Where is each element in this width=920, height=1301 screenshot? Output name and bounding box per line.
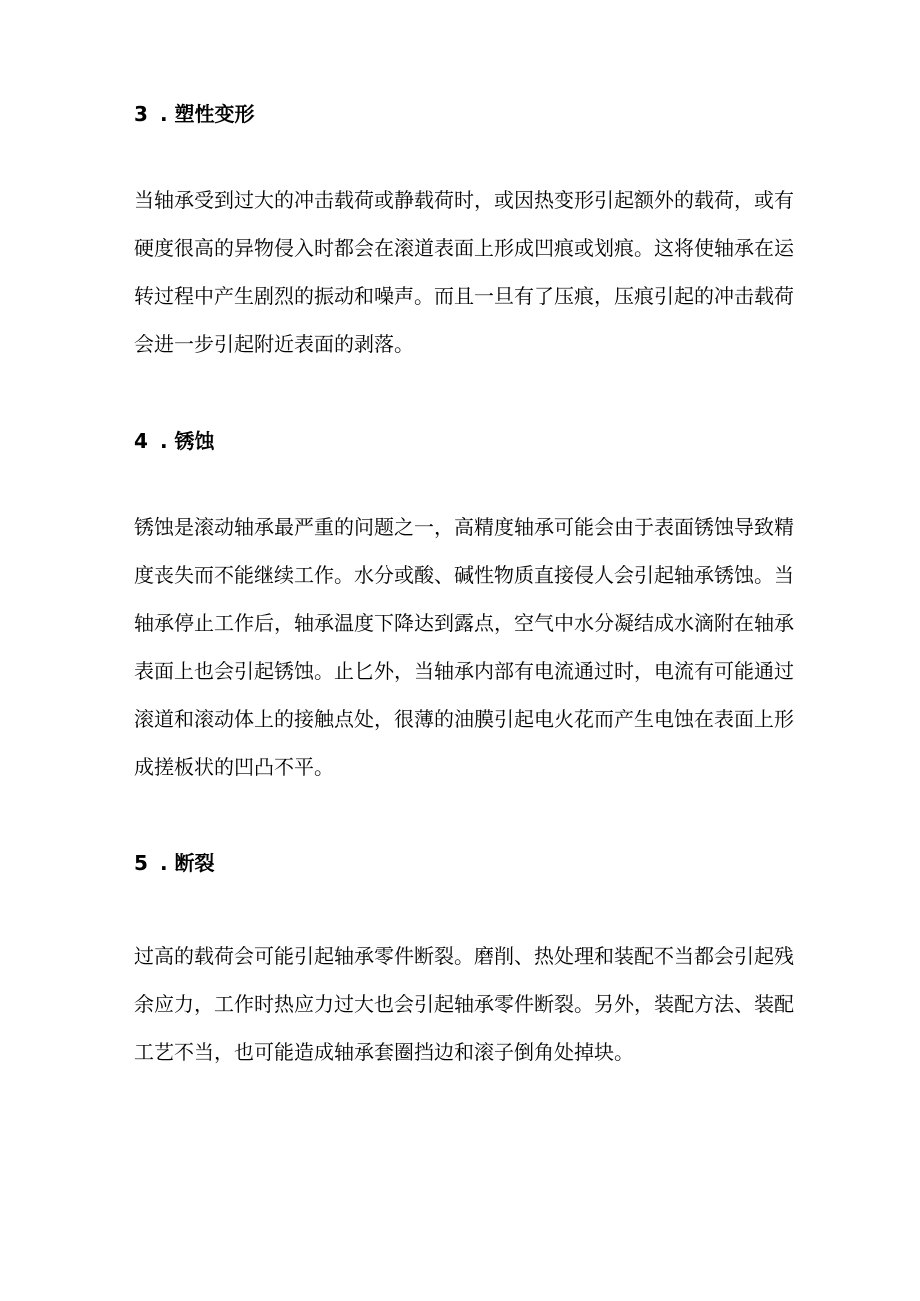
section-number: 3: [134, 102, 148, 126]
paragraph-line: 过高的载荷会可能引起轴承零件断裂。磨削、热处理和装配不当都会引起残: [134, 944, 794, 968]
section-paragraph-3: [134, 176, 794, 368]
paragraph-line: 转过程中产生剧烈的振动和噪声。而且一旦有了压痕，压痕引起的冲击载荷: [134, 284, 794, 308]
paragraph-line: 成搓板状的凹凸不平。: [134, 755, 334, 779]
paragraph-line: 当轴承受到过大的冲击载荷或静载荷时，或因热变形引起额外的载荷，或有: [134, 188, 794, 212]
paragraph-line: 滚道和滚动体上的接触点处，很薄的油膜引起电火花而产生电蚀在表面上形: [134, 707, 794, 731]
section-heading-5: [134, 851, 215, 875]
paragraph-line: 表面上也会引起锈蚀。止匕外，当轴承内部有电流通过时，电流有可能通过: [134, 659, 794, 683]
paragraph-line: 工艺不当，也可能造成轴承套圈挡边和滚子倒角处掉块。: [134, 1040, 634, 1064]
section-number: 4: [134, 429, 148, 453]
paragraph-line: 会进一步引起附近表面的剥落。: [134, 332, 414, 356]
paragraph-line: 余应力，工作时热应力过大也会引起轴承零件断裂。另外，装配方法、装配: [134, 992, 794, 1016]
paragraph-line: 硬度很高的异物侵入时都会在滚道表面上形成凹痕或划痕。这将使轴承在运: [134, 236, 794, 260]
section-title: . 断裂: [160, 851, 215, 875]
paragraph-line: 锈蚀是滚动轴承最严重的问题之一，高精度轴承可能会由于表面锈蚀导致精: [134, 515, 794, 539]
section-title: . 锈蚀: [160, 429, 215, 453]
section-paragraph-5: [134, 932, 794, 1076]
section-number: 5: [134, 851, 148, 875]
paragraph-line: 度丧失而不能继续工作。水分或酸、碱性物质直接侵人会引起轴承锈蚀。当: [134, 563, 794, 587]
section-heading-3: [134, 102, 255, 126]
section-heading-4: [134, 429, 215, 453]
paragraph-line: 轴承停止工作后，轴承温度下降达到露点，空气中水分凝结成水滴附在轴承: [134, 611, 794, 635]
section-paragraph-4: [134, 503, 794, 791]
section-title: . 塑性变形: [160, 102, 255, 126]
